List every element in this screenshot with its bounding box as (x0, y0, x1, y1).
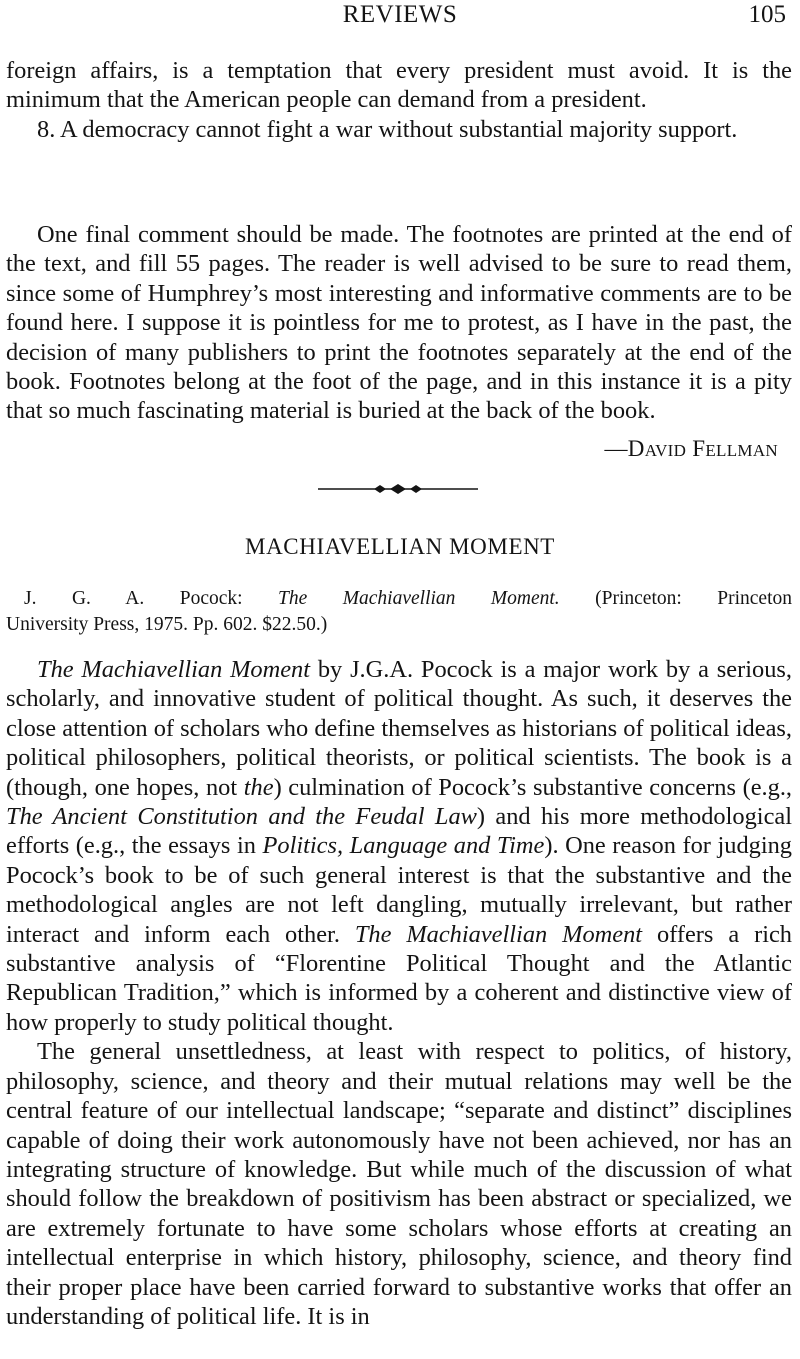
list-item-8: 8. A democracy cannot fight a war without substantial majority support. (37, 115, 738, 143)
emphasis-the: the (243, 773, 274, 801)
citation-publisher: (Princeton: Princeton (559, 588, 793, 609)
citation-author: J. G. A. Pocock: (24, 588, 279, 609)
section-divider-ornament (318, 482, 478, 496)
closing-remarks (6, 220, 792, 426)
book-title-italic: The Machiavellian Moment (37, 656, 311, 683)
review-paragraph-1 (6, 655, 792, 1037)
running-head (0, 0, 800, 30)
signature-last-rest: ELLMAN (705, 441, 778, 460)
review-paragraph-2: The general unsettledness, at least with respect to politics, of history, philosophy, science, and theory and their mutual relations may well be the central feature of our intellectual landscape; “separate and distinct” disciplines capable of doing their work autonomously have not been achieved, nor has an integrating structure of knowledge. But while much of the discussion of what should follow the breakdown of positivism has been abstract or specialized, we are extremely fortunate to have some scholars whose efforts at creating an intellectual enterprise in which history, philosophy, science, and theory find their proper place have been carried forward to substantive works that offer an understanding of political life. It is in (6, 1038, 792, 1330)
review-body (6, 655, 792, 1331)
page-number: 105 (748, 1, 786, 28)
signature-last-initial: F (692, 436, 706, 461)
book-title-italic: The Machiavellian Moment (354, 920, 643, 948)
preceding-list-end (6, 56, 792, 144)
book-title-italic: Politics, Language and Time (262, 832, 545, 860)
citation-book-title: The Machiavellian Moment. (278, 588, 560, 609)
book-citation (6, 586, 792, 638)
signature-first-rest: AVID (644, 441, 687, 460)
running-title: REVIEWS (342, 1, 458, 28)
text-run: ) and his more methodological efforts (e.g., the essays in (6, 803, 793, 860)
review-title: MACHIAVELLIAN MOMENT (245, 534, 555, 559)
text-run: offers a rich substantive analysis of “Florentine Political Thought and the Atlantic Republican Tradition,” which is informed by a coherent and distinctive view of how properly to study political thought. (6, 920, 792, 1036)
citation-line-1 (6, 586, 792, 612)
text-run: ) culmination of Pocock’s substantive concerns (e.g., (273, 773, 793, 801)
text-run: by J.G.A. Pocock is a major work by a serious, scholarly, and innovative student of political thought. As such, it deserves the close attention of scholars who define themselves as historians of political ideas, political philosophers, political theorists, or political scientists. The book is a (though, one hopes, not (6, 656, 792, 801)
signature-first-initial: D (627, 436, 645, 461)
list-item-7-continuation: foreign affairs, is a temptation that every president must avoid. It is the minimum that the American people can demand from a president. (6, 57, 792, 114)
citation-line-2: University Press, 1975. Pp. 602. $22.50.) (6, 614, 328, 635)
reviewer-signature (604, 434, 778, 465)
text-run: ). One reason for judging Pocock’s book to be of such general interest is that the substantive and the methodological angles are not left dangling, mutually irrelevant, but rather interact and inform each other. (6, 832, 792, 948)
closing-paragraph: One final comment should be made. The footnotes are printed at the end of the text, and fill 55 pages. The reader is well advised to be sure to read them, since some of Humphrey’s most interesting and informative comments are to be found here. I suppose it is pointless for me to protest, as I have in the past, the decision of many publishers to print the footnotes separately at the end of the book. Footnotes belong at the foot of the page, and in this instance it is a pity that so much fascinating material is buried at the back of the book. (6, 221, 792, 425)
book-title-italic: The Ancient Constitution and the Feudal Law (6, 803, 477, 831)
signature-dash: — (604, 436, 628, 461)
